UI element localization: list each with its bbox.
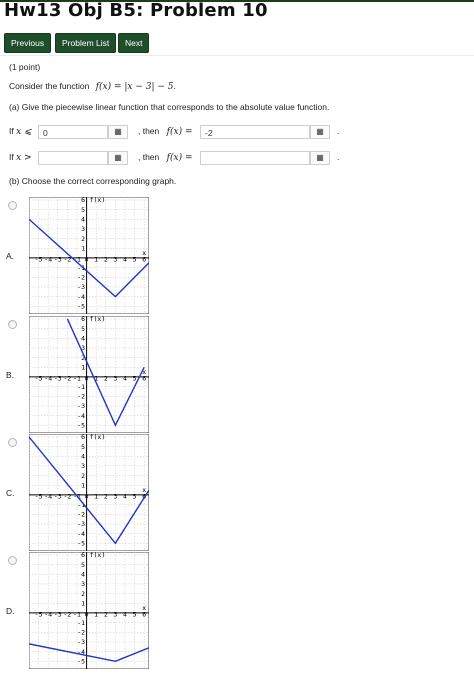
y-axis-label: f(x) bbox=[89, 434, 106, 442]
x-tick-label: 5 bbox=[132, 492, 137, 501]
y-tick-label: 6 bbox=[81, 316, 86, 324]
x-tick-label: 0 bbox=[84, 492, 89, 501]
row1-condition-text: x ⩽ bbox=[16, 127, 32, 137]
keyboard-icon[interactable]: ▦ bbox=[310, 125, 330, 139]
row1-condition-input[interactable]: 0 bbox=[38, 125, 108, 139]
y-tick-label: 4 bbox=[81, 452, 86, 461]
y-tick-label: 4 bbox=[81, 215, 86, 224]
x-tick-label: 6 bbox=[142, 610, 147, 619]
x-tick-label: 3 bbox=[113, 255, 118, 264]
x-tick-label: -4 bbox=[44, 255, 53, 264]
y-tick-label: -3 bbox=[77, 283, 86, 292]
x-tick-label: 1 bbox=[94, 255, 99, 264]
y-tick-label: -3 bbox=[77, 520, 86, 529]
x-tick-label: -2 bbox=[63, 374, 72, 383]
x-tick-label: 1 bbox=[94, 610, 99, 619]
x-axis-label: x bbox=[142, 248, 147, 257]
y-tick-label: 2 bbox=[81, 353, 86, 362]
intro-label: Consider the function bbox=[9, 81, 90, 91]
row1-then bbox=[138, 126, 193, 137]
function-expression: f(x) = |x − 3| − 5 bbox=[95, 82, 174, 92]
problem-list-button[interactable]: Problem List bbox=[55, 33, 116, 53]
x-tick-label: 3 bbox=[113, 374, 118, 383]
y-tick-label: 3 bbox=[81, 462, 86, 471]
row1-fx: f(x) = bbox=[166, 127, 193, 137]
y-tick-label: 2 bbox=[81, 589, 86, 598]
row2-then-text: , then bbox=[138, 152, 160, 162]
y-tick-label: -2 bbox=[77, 510, 86, 519]
x-tick-label: 2 bbox=[103, 255, 108, 264]
row2-if: If bbox=[9, 152, 14, 162]
row2-condition-text: x > bbox=[16, 153, 32, 163]
y-tick-label: 2 bbox=[81, 471, 86, 480]
y-tick-label: -4 bbox=[77, 292, 86, 301]
x-tick-label: 3 bbox=[113, 610, 118, 619]
x-tick-label: -5 bbox=[34, 610, 43, 619]
y-tick-label: 5 bbox=[81, 442, 86, 451]
x-tick-label: 4 bbox=[123, 255, 127, 264]
keyboard-icon[interactable]: ▦ bbox=[108, 125, 128, 139]
x-tick-label: 2 bbox=[103, 610, 108, 619]
part-b-text: (b) Choose the correct corresponding graph. bbox=[9, 176, 177, 186]
option-a-radio[interactable] bbox=[8, 201, 17, 210]
x-tick-label: -2 bbox=[63, 610, 72, 619]
intro-text bbox=[9, 81, 176, 92]
x-tick-label: -3 bbox=[53, 492, 62, 501]
row1-if: If bbox=[9, 126, 14, 136]
y-tick-label: -5 bbox=[77, 302, 86, 311]
previous-button[interactable]: Previous bbox=[4, 33, 51, 53]
y-tick-label: -1 bbox=[77, 500, 86, 509]
x-tick-label: -2 bbox=[63, 255, 72, 264]
x-axis-label: x bbox=[142, 603, 147, 612]
y-tick-label: 6 bbox=[81, 197, 86, 205]
x-tick-label: 3 bbox=[113, 492, 118, 501]
y-tick-label: -4 bbox=[77, 411, 86, 420]
y-tick-label: 1 bbox=[81, 599, 86, 608]
keyboard-icon[interactable]: ▦ bbox=[108, 151, 128, 165]
x-tick-label: 5 bbox=[132, 374, 137, 383]
part-a-text: (a) Give the piecewise linear function that corresponds to the absolute value function. bbox=[9, 102, 330, 112]
x-tick-label: 5 bbox=[132, 610, 137, 619]
y-tick-label: -4 bbox=[77, 529, 86, 538]
y-axis-label: f(x) bbox=[89, 197, 106, 205]
x-tick-label: -4 bbox=[44, 492, 53, 501]
y-tick-label: 3 bbox=[81, 580, 86, 589]
x-tick-label: 1 bbox=[94, 492, 99, 501]
x-tick-label: -5 bbox=[34, 255, 43, 264]
x-tick-label: 0 bbox=[84, 374, 89, 383]
y-tick-label: -1 bbox=[77, 618, 86, 627]
y-tick-label: -2 bbox=[77, 273, 86, 282]
row1-end: . bbox=[337, 126, 340, 136]
x-tick-label: -2 bbox=[63, 492, 72, 501]
row2-then bbox=[138, 152, 193, 163]
option-c-letter: C. bbox=[6, 488, 15, 498]
option-c-radio[interactable] bbox=[8, 438, 17, 447]
y-tick-label: 5 bbox=[81, 560, 86, 569]
row1-answer-input[interactable]: -2 bbox=[200, 125, 310, 139]
y-tick-label: 4 bbox=[81, 570, 86, 579]
x-tick-label: 1 bbox=[94, 374, 99, 383]
y-tick-label: 6 bbox=[81, 434, 86, 442]
option-b-letter: B. bbox=[6, 370, 15, 380]
y-tick-label: 3 bbox=[81, 344, 86, 353]
intro-period: . bbox=[173, 81, 176, 91]
x-tick-label: -3 bbox=[53, 610, 62, 619]
x-tick-label: -5 bbox=[34, 492, 43, 501]
x-tick-label: 2 bbox=[103, 492, 108, 501]
y-tick-label: -2 bbox=[77, 628, 86, 637]
y-tick-label: -2 bbox=[77, 392, 86, 401]
y-tick-label: -3 bbox=[77, 638, 86, 647]
y-tick-label: 5 bbox=[81, 205, 86, 214]
x-tick-label: -4 bbox=[44, 610, 53, 619]
option-a-letter: A. bbox=[6, 251, 15, 261]
row2-condition-input[interactable] bbox=[38, 151, 108, 165]
x-tick-label: 2 bbox=[103, 374, 108, 383]
x-tick-label: -3 bbox=[53, 374, 62, 383]
x-tick-label: -3 bbox=[53, 255, 62, 264]
row2-end: . bbox=[337, 152, 340, 162]
row2-answer-input[interactable] bbox=[200, 151, 310, 165]
option-b-radio[interactable] bbox=[8, 320, 17, 329]
x-tick-label: 4 bbox=[123, 492, 127, 501]
row2-condition bbox=[9, 152, 32, 163]
y-tick-label: -3 bbox=[77, 402, 86, 411]
x-tick-label: -5 bbox=[34, 374, 43, 383]
x-axis-label: x bbox=[142, 367, 147, 376]
x-tick-label: 6 bbox=[142, 374, 147, 383]
x-tick-label: -1 bbox=[73, 610, 81, 619]
y-tick-label: 5 bbox=[81, 324, 86, 333]
y-tick-label: 2 bbox=[81, 234, 86, 243]
y-tick-label: 1 bbox=[81, 481, 86, 490]
y-tick-label: -4 bbox=[77, 647, 86, 656]
y-tick-label: 3 bbox=[81, 225, 86, 234]
option-a-graph bbox=[29, 197, 149, 314]
y-tick-label: -5 bbox=[77, 539, 86, 548]
row1-condition bbox=[9, 126, 32, 137]
row2-fx: f(x) = bbox=[166, 153, 193, 163]
option-d-graph bbox=[29, 552, 149, 669]
y-tick-label: 4 bbox=[81, 334, 86, 343]
y-tick-label: 1 bbox=[81, 363, 86, 372]
row1-then-text: , then bbox=[138, 126, 160, 136]
problem-body bbox=[0, 55, 474, 677]
y-axis-label: f(x) bbox=[89, 316, 106, 324]
y-tick-label: 1 bbox=[81, 244, 86, 253]
x-tick-label: 0 bbox=[84, 255, 89, 264]
y-tick-label: -1 bbox=[77, 382, 86, 391]
points-label: (1 point) bbox=[9, 62, 41, 72]
x-tick-label: 0 bbox=[84, 610, 89, 619]
x-tick-label: 4 bbox=[123, 610, 127, 619]
x-tick-label: 6 bbox=[142, 492, 147, 501]
y-tick-label: -5 bbox=[77, 657, 86, 666]
x-tick-label: 5 bbox=[132, 255, 137, 264]
y-tick-label: -1 bbox=[77, 263, 86, 272]
keyboard-icon[interactable]: ▦ bbox=[310, 151, 330, 165]
page-title: Hw13 Obj B5: Problem 10 bbox=[4, 0, 268, 21]
option-d-radio[interactable] bbox=[8, 556, 17, 565]
x-tick-label: -1 bbox=[73, 374, 81, 383]
option-b-graph bbox=[29, 316, 149, 433]
x-tick-label: -1 bbox=[73, 492, 81, 501]
next-button[interactable]: Next bbox=[118, 33, 149, 53]
option-c-graph bbox=[29, 434, 149, 551]
x-tick-label: 4 bbox=[123, 374, 127, 383]
x-axis-label: x bbox=[142, 485, 147, 494]
y-tick-label: -5 bbox=[77, 421, 86, 430]
y-tick-label: 6 bbox=[81, 552, 86, 560]
x-tick-label: 6 bbox=[142, 255, 147, 264]
x-tick-label: -4 bbox=[44, 374, 53, 383]
y-axis-label: f(x) bbox=[89, 552, 106, 560]
x-tick-label: -1 bbox=[73, 255, 81, 264]
option-d-letter: D. bbox=[6, 606, 15, 616]
